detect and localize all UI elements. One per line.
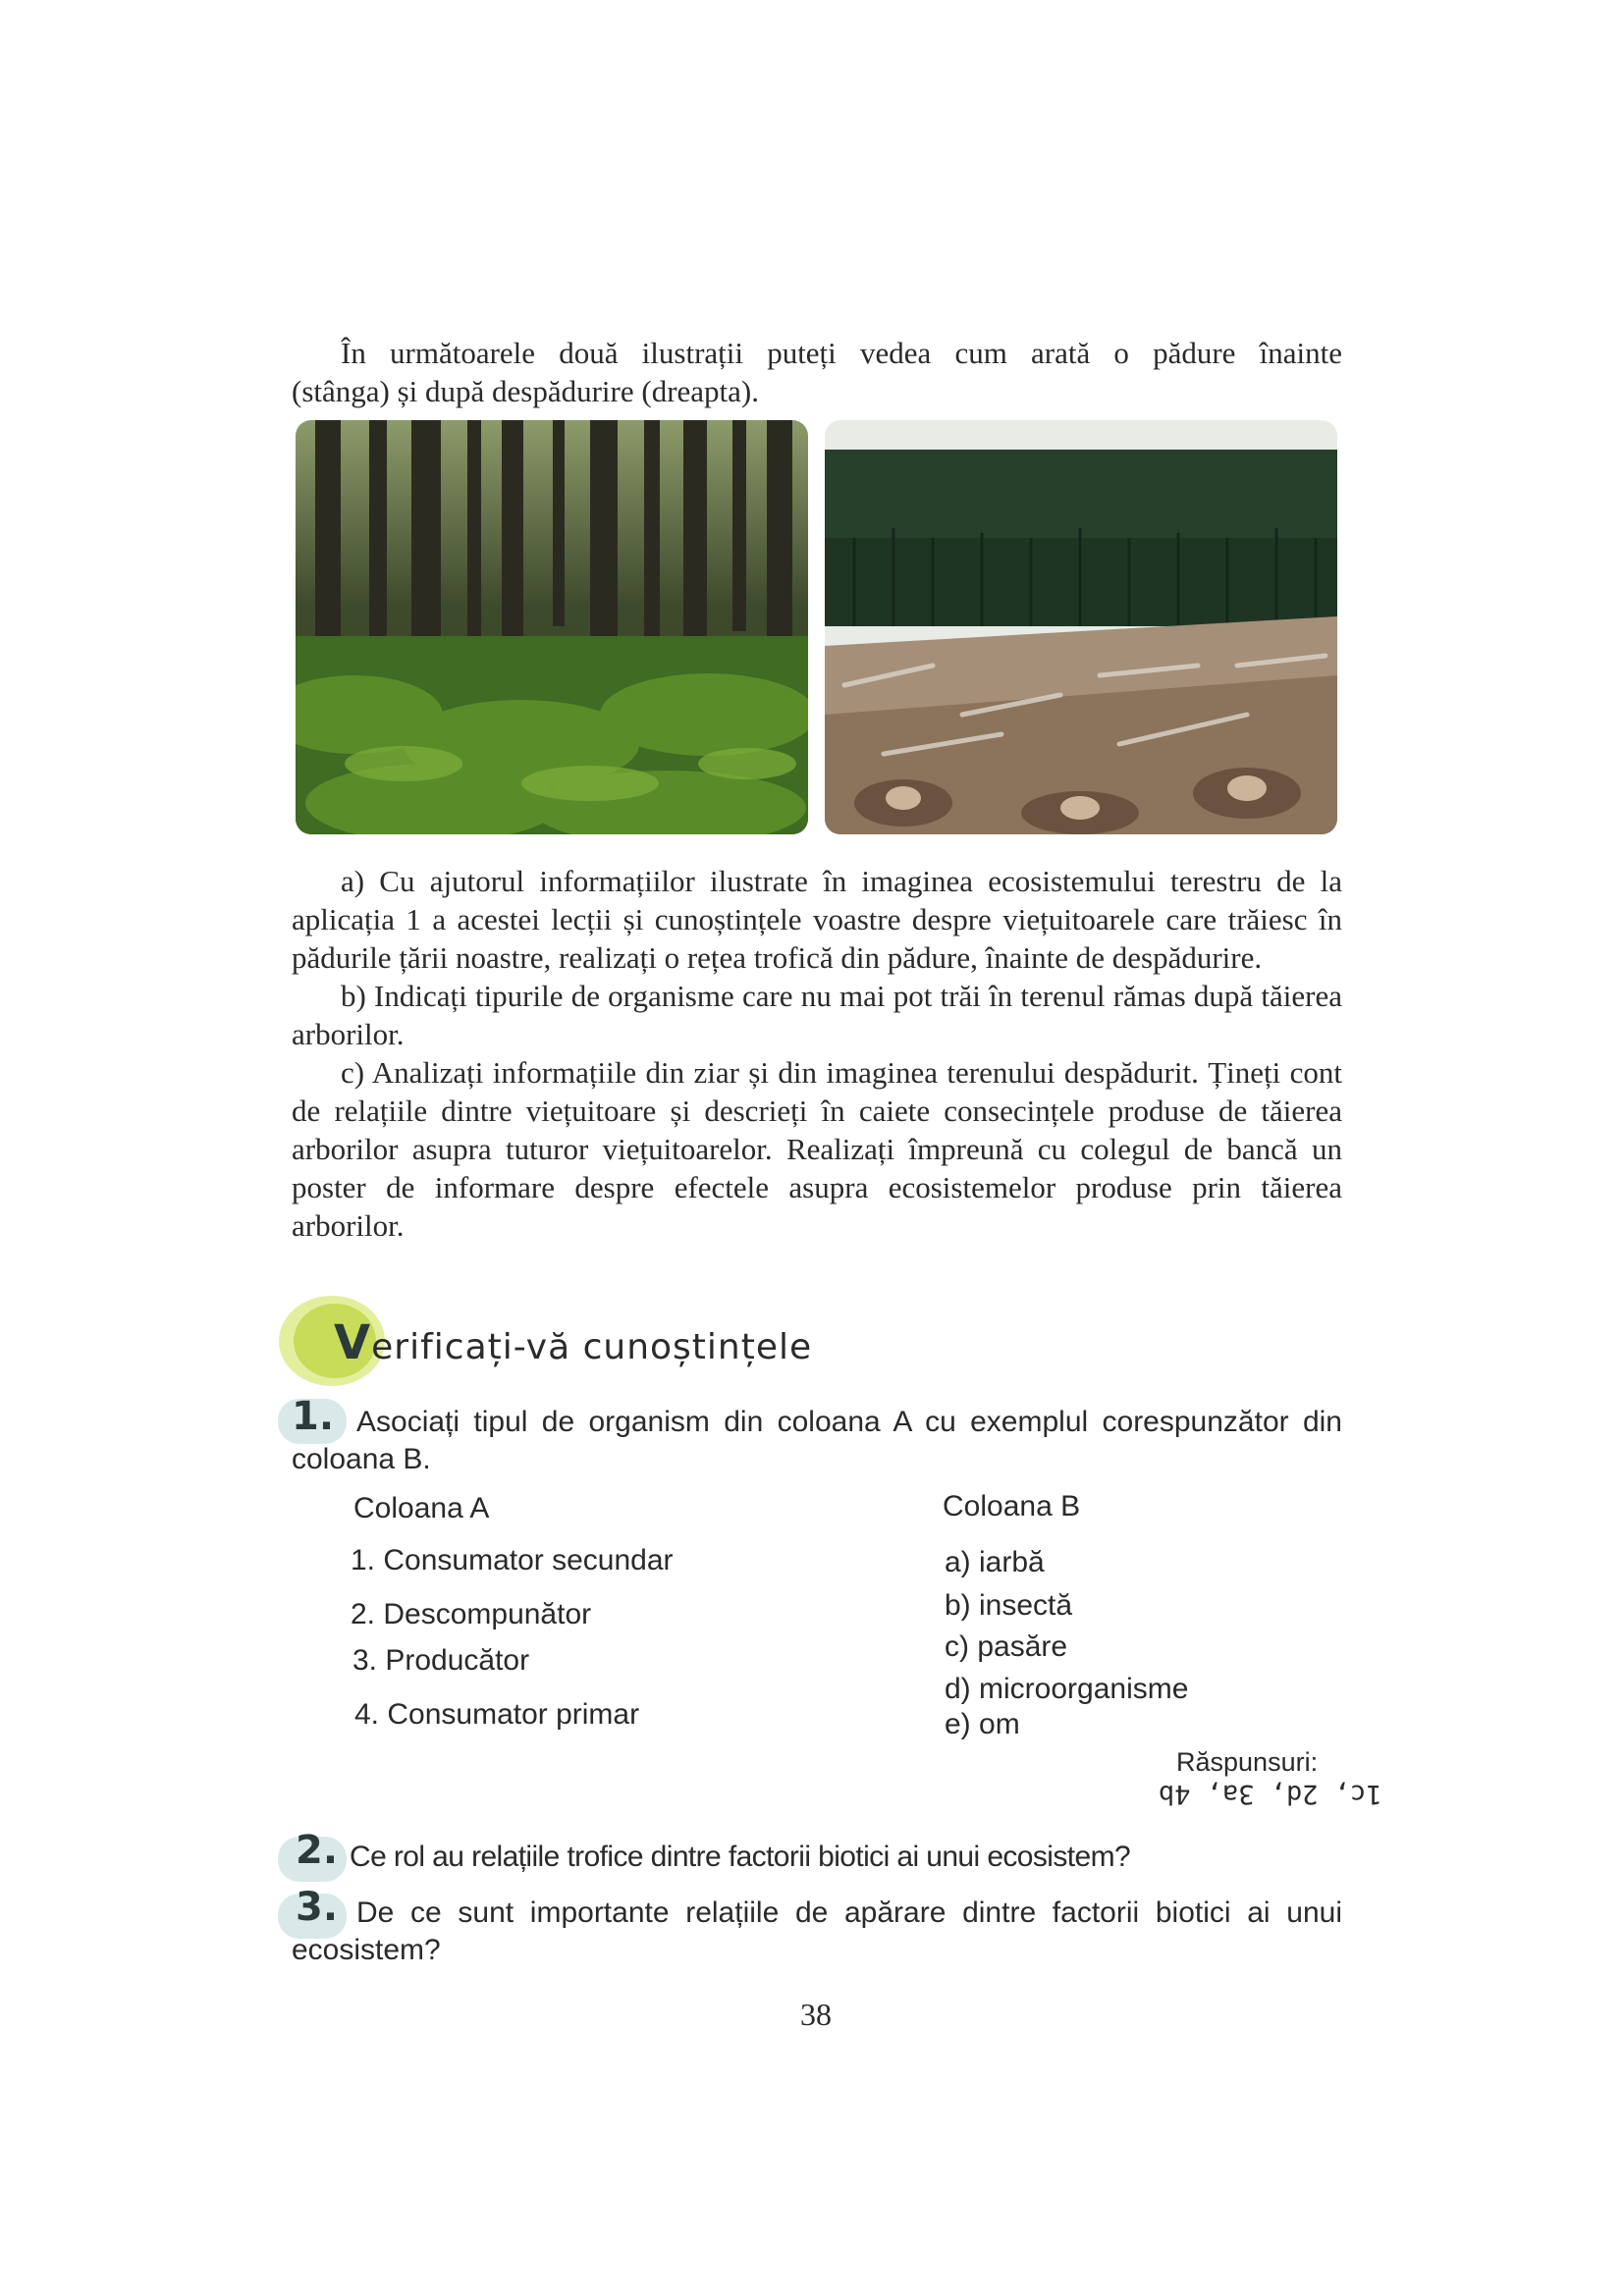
column-b-item: d) microorganisme	[945, 1673, 1189, 1705]
q1-number: 1.	[292, 1394, 335, 1439]
column-a-item: 2. Descompunător	[351, 1598, 592, 1630]
q2-number: 2.	[296, 1828, 339, 1873]
column-b-item: c) pasăre	[945, 1630, 1068, 1663]
intro-line-1: În următoarele două ilustrații puteți vedea cum arată o pădure înainte	[341, 336, 1342, 370]
column-b-item: a) iarbă	[945, 1546, 1045, 1578]
column-a-item: 4. Consumator primar	[354, 1698, 640, 1731]
section-title-rest: erificați-vă cunoștințele	[371, 1327, 813, 1367]
forest-before-image	[296, 420, 808, 834]
q2-text: Ce rol au relațiile trofice dintre factorii biotici ai unui ecosistem?	[350, 1841, 1131, 1873]
intro-line-2: (stânga) și după despădurire (dreapta).	[292, 374, 759, 408]
q1-text: Asociați tipul de organism din coloana A cu exemplul corespunzător din coloana B.	[292, 1406, 1342, 1475]
section-title	[334, 1315, 812, 1370]
task-a: a) Cu ajutorul informațiilor ilustrate în imaginea ecosistemului terestru de la aplicația 1 a acestei lecții și cunoștințele voastre despre viețuitoarele care trăiesc în pădurile țării noastre, realizați o rețea trofică din pădure, înainte de despădurire.	[292, 864, 1342, 975]
page-number: 38	[800, 1997, 832, 2032]
column-a-item: 1. Consumator secundar	[351, 1544, 674, 1576]
intro-paragraph	[292, 334, 1342, 410]
forest-after-image	[825, 420, 1337, 834]
task-c: c) Analizați informațiile din ziar și din imaginea terenului despădurit. Țineți cont de relațiile dintre viețuitoare și descrieți în caiete consecințele produse de tăierea arborilor asupra tuturor viețuitoarelor. Realizați împreună cu colegul de bancă un poster de informare despre efectele asupra ecosistemelor produse prin tăierea arborilor.	[292, 1055, 1342, 1243]
column-b-header: Coloana B	[943, 1490, 1081, 1522]
q3-number: 3.	[296, 1885, 339, 1930]
column-b-item: e) om	[945, 1708, 1020, 1740]
column-a-item: 3. Producător	[352, 1644, 530, 1677]
column-b-item: b) insectă	[945, 1589, 1073, 1622]
column-a-header: Coloana A	[353, 1492, 490, 1524]
answers-label: Răspunsuri:	[1176, 1747, 1319, 1777]
task-b: b) Indicați tipurile de organisme care nu mai pot trăi în terenul rămas după tăierea arborilor.	[292, 979, 1342, 1051]
answers-upside-down: 1c, 2d, 3a, 4b	[1159, 1779, 1382, 1809]
q3-text: De ce sunt importante relațiile de apărare dintre factorii biotici ai unui ecosistem?	[292, 1896, 1342, 1966]
section-title-initial: V	[334, 1315, 372, 1370]
tasks-block	[292, 862, 1342, 1245]
